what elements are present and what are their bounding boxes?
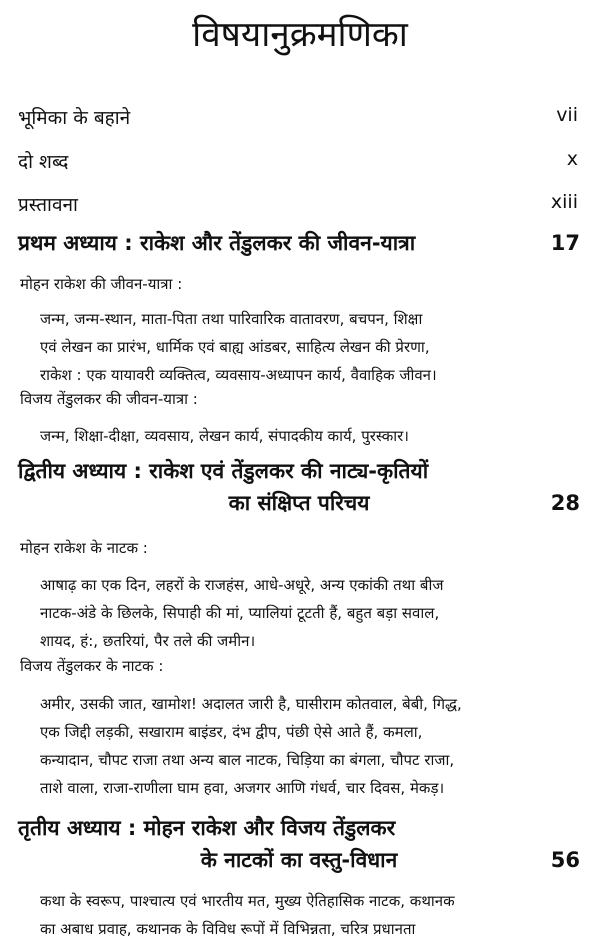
content-line: एक जिद्दी लड़की, सखाराम बाइंडर, दंभ द्वीप, पंछी ऐसे आते हैं, कमला, <box>40 723 423 741</box>
chapter-page-number: 28 <box>550 490 580 515</box>
toc-entry-introduction[interactable] <box>18 191 578 225</box>
chapter-title-line: प्रथम अध्याय : राकेश और तेंडुलकर की जीवन-यात्रा <box>18 231 416 255</box>
content-line: ताशे वाला, राजा-राणीला घाम हवा, अजगर आणि गंधर्व, चार दिवस, मेकड़। <box>40 779 445 797</box>
section-heading: विजय तेंडुलकर के नाटक : <box>20 657 164 675</box>
section-content <box>40 305 582 389</box>
chapter-title-line: तृतीय अध्याय : मोहन राकेश और विजय तेंडुलकर <box>18 816 396 840</box>
content-line: नाटक-अंडे के छिलके, सिपाही की मां, प्यालियां टूटती हैं, बहुत बड़ा सवाल, <box>40 604 440 622</box>
section-heading: मोहन राकेश के नाटक : <box>20 539 148 557</box>
content-line: जन्म, शिक्षा-दीक्षा, व्यवसाय, लेखन कार्य, संपादकीय कार्य, पुरस्कार। <box>40 427 409 445</box>
toc-entry-label: प्रस्तावना <box>18 194 78 216</box>
content-line: जन्म, जन्म-स्थान, माता-पिता तथा पारिवारिक वातावरण, बचपन, शिक्षा <box>40 310 423 328</box>
content-line: एवं लेखन का प्रारंभ, धार्मिक एवं बाह्य आंडबर, साहित्य लेखन की प्रेरणा, <box>40 338 430 356</box>
content-line: कन्यादान, चौपट राजा तथा अन्य बाल नाटक, चिड़िया का बंगला, चौपट राजा, <box>40 751 455 769</box>
section-content <box>40 571 582 655</box>
page-title: विषयानुक्रमणिका <box>192 15 408 55</box>
chapter-2-heading[interactable] <box>18 456 580 519</box>
toc-entry-label: दो शब्द <box>18 151 69 173</box>
chapter-page-number: 17 <box>550 231 580 255</box>
toc-entry-two-words[interactable] <box>18 148 578 182</box>
chapter-title-line: के नाटकों का वस्तु-विधान <box>200 847 398 872</box>
content-line: राकेश : एक यायावरी व्यक्तित्व, व्यवसाय-अध्यापन कार्य, वैवाहिक जीवन। <box>40 366 437 384</box>
toc-entry-preface[interactable] <box>18 104 578 138</box>
content-line: का अबाध प्रवाह, कथानक के विविध रूपों में विभिन्नता, चरित्र प्रधानता <box>40 920 416 938</box>
section-heading: विजय तेंडुलकर की जीवन-यात्रा : <box>20 390 198 408</box>
toc-page-number: vii <box>556 104 578 126</box>
content-line: शायद, हं:, छतरियां, पैर तले की जमीन। <box>40 632 256 650</box>
content-line: कथा के स्वरूप, पाश्चात्य एवं भारतीय मत, मुख्य ऐतिहासिक नाटक, कथानक <box>40 892 455 910</box>
chapter-title-line: का संक्षिप्त परिचय <box>228 490 370 515</box>
chapter-3-heading[interactable] <box>18 813 580 876</box>
section-content <box>40 887 582 943</box>
content-line: आषाढ़ का एक दिन, लहरों के राजहंस, आधे-अधूरे, अन्य एकांकी तथा बीज <box>40 576 444 594</box>
section-content <box>40 422 582 450</box>
section-content <box>40 690 582 802</box>
chapter-title-line: द्वितीय अध्याय : राकेश एवं तेंडुलकर की नाट्य-कृतियों <box>18 459 429 483</box>
toc-page-number: xiii <box>550 191 578 213</box>
toc-page-number: x <box>566 148 578 170</box>
chapter-1-heading[interactable] <box>18 228 580 260</box>
section-heading: मोहन राकेश की जीवन-यात्रा : <box>20 275 183 293</box>
chapter-page-number: 56 <box>550 847 580 872</box>
toc-entry-label: भूमिका के बहाने <box>18 107 131 129</box>
content-line: अमीर, उसकी जात, खामोश! अदालत जारी है, घासीराम कोतवाल, बेबी, गिद्ध, <box>40 695 462 713</box>
